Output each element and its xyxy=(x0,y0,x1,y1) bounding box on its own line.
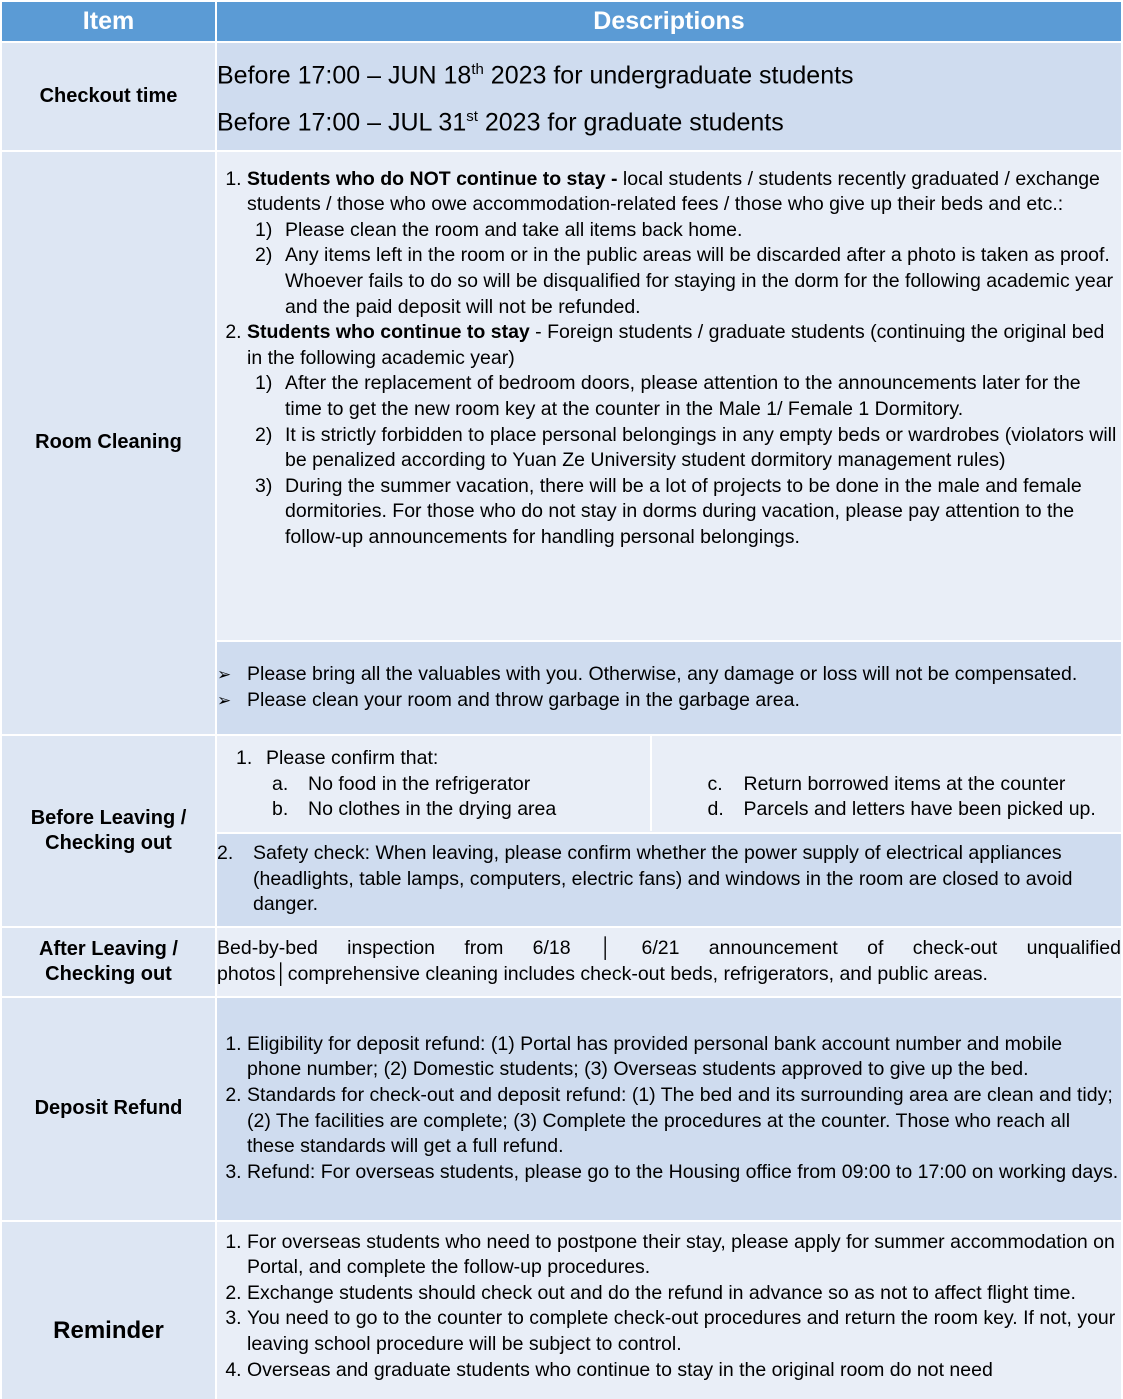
after-leaving-line1: Bed-by-bed inspection from 6/18 │ 6/21 announcement of check-out unqualified xyxy=(217,937,1121,960)
list-item: 2. Exchange students should check out and do the refund in advance so as not to affect flight time. xyxy=(247,1281,1121,1307)
group-not-continue: 1. Students who do NOT continue to stay - local students / students recently graduated / exchange students / those who owe accommodation-related fees / those who give up their beds and etc.: Please clean the room and take all items back home. Any items left in the room or in the public areas will be discarded after a photo is taken as proof. Whoever fails to do so will be disqualified for staying in the dorm for the following academic year and the paid deposit will not be refunded. xyxy=(247,167,1121,321)
room-cleaning-groups xyxy=(217,167,1121,551)
list-item: After the replacement of bedroom doors, please attention to the announcements later for the time to get the new room key at the counter in the Male 1/ Female 1 Dormitory. xyxy=(285,372,1081,420)
item-checkout-time: Checkout time xyxy=(1,42,216,151)
item-deposit-refund: Deposit Refund xyxy=(1,997,216,1221)
list-item: 2. Standards for check-out and deposit refund: (1) The bed and its surrounding area are clean and tidy; (2) The facilities are complete; (3) Complete the procedures at the counter. Those who reach all these standards will get a full refund. xyxy=(247,1083,1121,1160)
note-item: ➢ Please clean your room and throw garbage in the garbage area. xyxy=(247,688,1121,714)
item-reminder: Reminder xyxy=(1,1221,216,1399)
list-item: 1. Eligibility for deposit refund: (1) Portal has provided personal bank account number and mobile phone number; (2) Domestic students; (3) Overseas students approved to give up the bed. xyxy=(247,1032,1121,1083)
deposit-refund-desc xyxy=(216,997,1122,1221)
reminder-desc xyxy=(216,1221,1122,1399)
after-leaving-line2: photos│comprehensive cleaning includes check-out beds, refrigerators, and public areas. xyxy=(217,962,988,985)
list-item: b. No clothes in the drying area xyxy=(272,798,557,821)
note-item: ➢ Please bring all the valuables with you. Otherwise, any damage or loss will not be compensated. xyxy=(247,662,1121,688)
room-cleaning-notes xyxy=(216,641,1122,735)
list-item: 3. Refund: For overseas students, please go to the Housing office from 09:00 to 17:00 on working days. xyxy=(247,1160,1121,1186)
item-before-leaving: Before Leaving / Checking out xyxy=(1,735,216,927)
list-item: d. Parcels and letters have been picked up. xyxy=(707,798,1096,821)
checklist-left: 1. Please confirm that: a. No food in the refrigerator b. No clothes in the drying area xyxy=(217,736,650,831)
checklist-right xyxy=(650,736,1122,831)
confirm-checklist xyxy=(216,735,1122,833)
list-item: c. Return borrowed items at the counter xyxy=(707,772,1066,795)
list-item: 3. You need to go to the counter to complete check-out procedures and return the room key. If not, your leaving school procedure will be subject to control. xyxy=(247,1306,1121,1357)
checkout-line-graduate: Before 17:00 – JUL 31st 2023 for graduate students xyxy=(217,108,784,137)
checkout-time-desc xyxy=(216,42,1122,151)
checkout-line-undergraduate: Before 17:00 – JUN 18th 2023 for undergraduate students xyxy=(217,61,854,90)
list-item: 1. For overseas students who need to postpone their stay, please apply for summer accommodation on Portal, and complete the follow-up procedures. xyxy=(247,1230,1121,1281)
item-after-leaving: After Leaving / Checking out xyxy=(1,927,216,997)
safety-check: 2. Safety check: When leaving, please confirm whether the power supply of electrical appliances (headlights, table lamps, computers, electric fans) and windows in the room are closed to avoid danger. xyxy=(216,833,1122,927)
item-room-cleaning: Room Cleaning xyxy=(1,151,216,735)
list-item: Any items left in the room or in the public areas will be discarded after a photo is taken as proof. Whoever fails to do so will be disqualified for staying in the dorm for the following academic year and the paid deposit will not be refunded. xyxy=(285,244,1114,318)
header-item: Item xyxy=(1,1,216,42)
group-continue: 2. Students who continue to stay - Foreign students / graduate students (continuing the original bed in the following academic year) After the replacement of bedroom doors, please attention to the announcements later for the time to get the new room key at the counter in the Male 1/ Female 1 Dormitory. It is strictly forbidden to place personal belongings in any empty beds or wardrobes (violators will be penalized according to Yuan Ze University student dormitory management rules) During the summer vacation, there will be a lot of projects to be done in the male and female dormitories. For those who do not stay in dorms during vacation, please pay attention to the follow-up announcements for handling personal belongings. xyxy=(247,320,1121,550)
list-item: a. No food in the refrigerator xyxy=(272,772,531,795)
list-item: It is strictly forbidden to place personal belongings in any empty beds or wardrobes (violators will be penalized according to Yuan Ze University student dormitory management rules) xyxy=(285,423,1117,472)
room-cleaning-desc xyxy=(216,151,1122,641)
list-item: Please clean the room and take all items back home. xyxy=(285,218,743,241)
header-descriptions: Descriptions xyxy=(216,1,1122,42)
list-item: During the summer vacation, there will be a lot of projects to be done in the male and female dormitories. For those who do not stay in dorms during vacation, please pay attention to the follow-up announcements for handling personal belongings. xyxy=(285,474,1082,548)
list-item: 4. Overseas and graduate students who continue to stay in the original room do not need xyxy=(247,1358,1121,1384)
after-leaving-desc xyxy=(216,927,1122,997)
